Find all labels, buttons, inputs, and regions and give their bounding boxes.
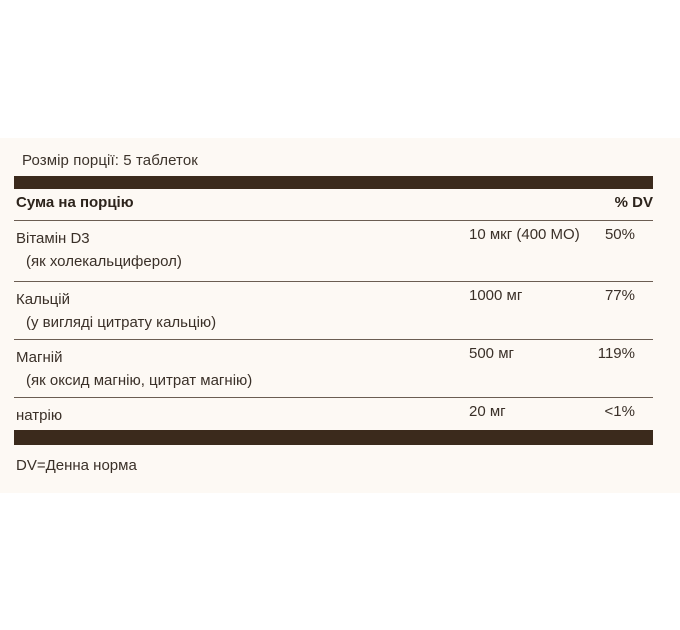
bottom-divider-bar [14, 430, 653, 445]
nutrient-amount: 20 мг [469, 403, 506, 420]
nutrient-name: Вітамін D3 [16, 230, 90, 247]
dv-heading: % DV [614, 194, 653, 211]
nutrient-dv: <1% [604, 403, 635, 420]
nutrient-form: (як холекальциферол) [26, 253, 182, 270]
amount-per-serving-heading: Сума на порцію [16, 194, 134, 211]
nutrient-form: (у вигляді цитрату кальцію) [26, 314, 217, 331]
nutrient-amount: 10 мкг (400 МО) [469, 226, 580, 243]
nutrient-dv: 119% [597, 345, 635, 362]
table-row [14, 398, 653, 430]
nutrient-amount: 1000 мг [469, 287, 523, 304]
nutrient-dv: 50% [604, 226, 635, 243]
table-row [14, 340, 653, 398]
table-row [14, 282, 653, 340]
dv-footnote: DV=Денна норма [16, 457, 137, 474]
nutrient-name: натрію [16, 407, 63, 424]
nutrient-form: (як оксид магнію, цитрат магнію) [26, 372, 253, 389]
top-divider-bar [14, 176, 653, 189]
nutrient-name: Магній [16, 349, 63, 366]
serving-size: Розмір порції: 5 таблеток [22, 152, 198, 169]
nutrient-amount: 500 мг [469, 345, 514, 362]
nutrient-dv: 77% [604, 287, 635, 304]
table-row [14, 221, 653, 282]
table-header [14, 189, 653, 221]
nutrient-name: Кальцій [16, 291, 70, 308]
